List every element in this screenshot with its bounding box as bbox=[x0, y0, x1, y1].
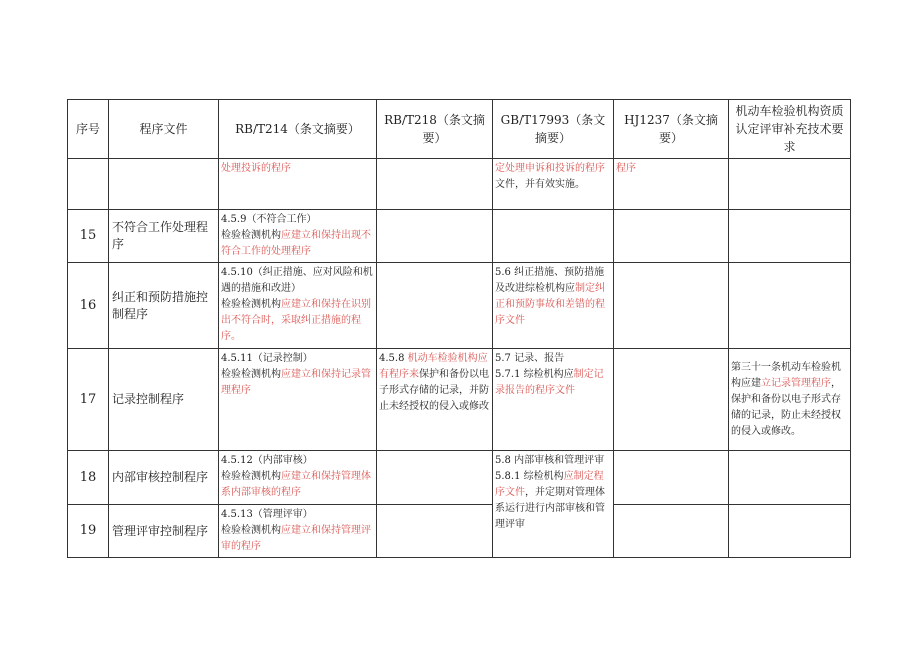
cell-text: 应制定程序文件 bbox=[495, 471, 604, 498]
table-row-continued bbox=[68, 159, 851, 210]
cell-text: 检验检测机构 bbox=[221, 299, 281, 310]
cell-text: 应建立和保持出现不符合工作的处理程序 bbox=[221, 230, 371, 257]
row-number: 17 bbox=[68, 349, 109, 451]
header-supplement: 机动车检验机构资质认定评审补充技术要求 bbox=[729, 100, 851, 159]
cell-text: 检验检测机构 bbox=[221, 369, 281, 380]
cell-text: 保护和备份以电子形式存储的记录，并防止未经授权的侵入或修改 bbox=[379, 369, 489, 412]
clause-title: 4.5.12（内部审核） bbox=[221, 455, 313, 466]
cell-text: 第三十一条机动车检验机构应建 bbox=[731, 361, 841, 389]
cell-text: 文件，并有效实施。 bbox=[495, 179, 585, 190]
program-name: 不符合工作处理程序 bbox=[109, 210, 219, 263]
row-number: 19 bbox=[68, 505, 109, 558]
cell-text: 应建立和保持管理体系内部审核的程序 bbox=[221, 471, 371, 498]
program-name: 纠正和预防措施控制程序 bbox=[109, 263, 219, 349]
clause-title: 5.6 纠正措施、预防措施及改进 bbox=[495, 267, 605, 294]
clause-title: 4.5.8 bbox=[379, 353, 405, 364]
program-name: 内部审核控制程序 bbox=[109, 451, 219, 505]
header-rbt214: RB/T214（条文摘要） bbox=[219, 100, 377, 159]
header-program: 程序文件 bbox=[109, 100, 219, 159]
cell-text: 处理投诉的程序 bbox=[221, 163, 291, 174]
program-name: 记录控制程序 bbox=[109, 349, 219, 451]
clause-title: 5.8 内部审核和管理评审 bbox=[495, 455, 605, 466]
cell-text: 检验检测机构 bbox=[221, 525, 281, 536]
clause-title: 4.5.10（纠正措施、应对风险和机遇的措施和改进） bbox=[221, 267, 373, 294]
table-row bbox=[68, 451, 851, 505]
program-name: 管理评审控制程序 bbox=[109, 505, 219, 558]
program-documents-table bbox=[67, 99, 851, 558]
header-no: 序号 bbox=[68, 100, 109, 159]
cell-text: 应建立和保持记录管理程序 bbox=[221, 369, 371, 396]
clause-title: 5.7 记录、报告 bbox=[495, 353, 565, 364]
cell-text: 综检机构应 bbox=[525, 283, 575, 294]
cell-text: 程序 bbox=[616, 163, 636, 174]
row-number: 18 bbox=[68, 451, 109, 505]
header-row bbox=[68, 100, 851, 159]
row-number: 15 bbox=[68, 210, 109, 263]
table-row bbox=[68, 263, 851, 349]
cell-text: 检验检测机构 bbox=[221, 471, 281, 482]
clause-title: 4.5.13（管理评审） bbox=[221, 509, 313, 520]
table-row bbox=[68, 505, 851, 558]
cell-text: ，保护和备份以电子形式存储的记录，防止未经授权的侵入或修改。 bbox=[731, 377, 841, 437]
header-gbt17993: GB/T17993（条文摘要） bbox=[493, 100, 614, 159]
header-hj1237: HJ1237（条文摘要） bbox=[614, 100, 729, 159]
cell-text: 定处理申诉和投诉的程序 bbox=[495, 163, 605, 174]
cell-text: 检验检测机构 bbox=[221, 230, 281, 241]
cell-text: 应建立和保持在识别出不符合时，采取纠正措施的程序。 bbox=[221, 299, 371, 342]
cell-text: ，并定期对管理体系运行进行内部审核和管理评审 bbox=[495, 487, 605, 530]
cell-text: 制定记录报告的程序文件 bbox=[495, 369, 604, 396]
table-row bbox=[68, 210, 851, 263]
header-rbt218: RB/T218（条文摘要） bbox=[377, 100, 493, 159]
cell-text: 应建立和保持管理评审的程序 bbox=[221, 525, 371, 552]
clause-title: 4.5.9（不符合工作） bbox=[221, 214, 317, 225]
clause-title: 4.5.11（记录控制） bbox=[221, 353, 313, 364]
cell-text: 5.8.1 综检机构 bbox=[495, 471, 564, 482]
cell-text: 立记录管理程序 bbox=[761, 377, 831, 389]
cell-text: 制定纠正和预防事故和差错的程序文件 bbox=[495, 283, 605, 326]
cell-text: 5.7.1 综检机构应 bbox=[495, 369, 574, 380]
table-row bbox=[68, 349, 851, 451]
cell-text: 机动车检验机构应有程序来 bbox=[379, 353, 488, 380]
row-number: 16 bbox=[68, 263, 109, 349]
